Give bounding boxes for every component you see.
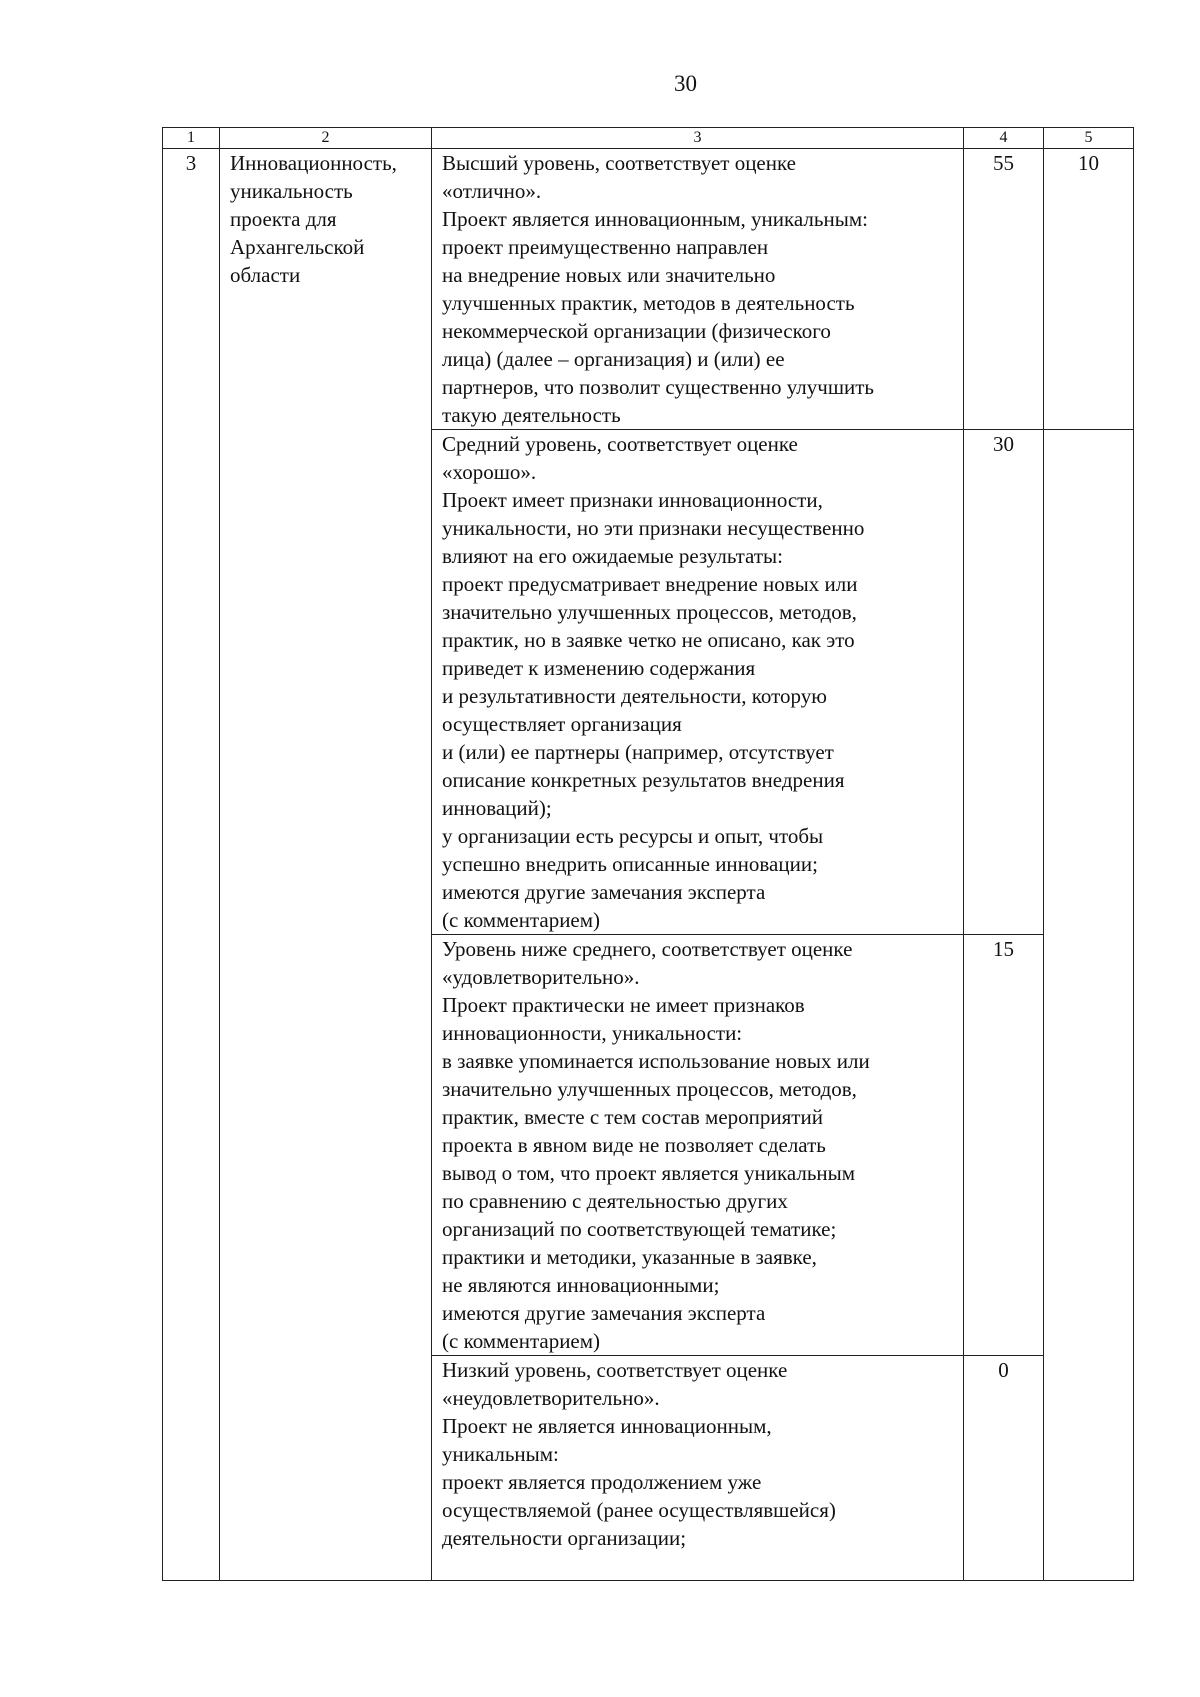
level-description — [432, 935, 964, 1356]
page-number: 30 — [674, 71, 697, 96]
row-number: 3 — [163, 149, 220, 1581]
weight-empty-cell — [1044, 430, 1134, 1581]
level-score: 15 — [964, 935, 1044, 1356]
description-line: практик, вместе с тем состав мероприятий — [442, 1105, 823, 1129]
description-line: влияют на его ожидаемые результаты: — [442, 544, 783, 568]
description-line: Проект не является инновационным, — [442, 1414, 772, 1438]
level-description — [432, 430, 964, 935]
description-line: Низкий уровень, соответствует оценке — [442, 1358, 788, 1382]
description-line: значительно улучшенных процессов, методов, — [442, 600, 857, 624]
column-number-3: 3 — [432, 128, 964, 149]
description-line: улучшенных практик, методов в деятельность — [442, 291, 855, 315]
description-line: у организации есть ресурсы и опыт, чтобы — [442, 824, 824, 848]
description-line: практик, но в заявке четко не описано, как это — [442, 628, 855, 652]
description-line: и результативности деятельности, которую — [442, 684, 827, 708]
description-line: деятельности организации; — [442, 1526, 687, 1550]
column-number-5: 5 — [1044, 128, 1134, 149]
description-line: не являются инновационными; — [442, 1273, 720, 1297]
description-line: некоммерческой организации (физического — [442, 319, 831, 343]
column-number-2: 2 — [220, 128, 432, 149]
description-line: Средний уровень, соответствует оценке — [442, 432, 798, 456]
description-line: описание конкретных результатов внедрения — [442, 768, 845, 792]
description-line: такую деятельность — [442, 403, 621, 427]
level-score: 55 — [964, 149, 1044, 430]
criterion-name — [220, 149, 432, 1581]
description-line: уникальности, но эти признаки несущественно — [442, 516, 865, 540]
description-line: по сравнению с деятельностью других — [442, 1189, 788, 1213]
level-score: 0 — [964, 1356, 1044, 1581]
description-line: вывод о том, что проект является уникальным — [442, 1161, 856, 1185]
criterion-line: Инновационность, — [230, 151, 397, 175]
description-line: «отлично». — [442, 179, 542, 203]
description-line: и (или) ее партнеры (например, отсутствует — [442, 740, 834, 764]
level-score: 30 — [964, 430, 1044, 935]
description-line: Проект является инновационным, уникальным: — [442, 207, 868, 231]
level-row-high — [163, 149, 1134, 430]
description-line: на внедрение новых или значительно — [442, 263, 776, 287]
criterion-weight: 10 — [1044, 149, 1134, 430]
description-line: значительно улучшенных процессов, методов, — [442, 1077, 857, 1101]
level-description — [432, 149, 964, 430]
column-number-4: 4 — [964, 128, 1044, 149]
description-line: (с комментарием) — [442, 1329, 601, 1353]
description-line: Высший уровень, соответствует оценке — [442, 151, 796, 175]
description-line: инноваций); — [442, 796, 552, 820]
description-line: осуществляет организация — [442, 712, 682, 736]
description-line: в заявке упоминается использование новых или — [442, 1049, 870, 1073]
description-line: партнеров, что позволит существенно улучшить — [442, 375, 874, 399]
description-line: имеются другие замечания эксперта — [442, 1301, 766, 1325]
description-line: (с комментарием) — [442, 908, 601, 932]
description-line: имеются другие замечания эксперта — [442, 880, 766, 904]
description-line: приведет к изменению содержания — [442, 656, 756, 680]
criteria-table — [162, 127, 1134, 1581]
description-line: проект предусматривает внедрение новых или — [442, 572, 858, 596]
description-line: «удовлетворительно». — [442, 965, 640, 989]
description-line: лица) (далее – организация) и (или) ее — [442, 347, 785, 371]
description-line: проекта в явном виде не позволяет сделать — [442, 1133, 826, 1157]
description-line: инновационности, уникальности: — [442, 1021, 743, 1045]
description-line: осуществляемой (ранее осуществлявшейся) — [442, 1498, 836, 1522]
description-line: практики и методики, указанные в заявке, — [442, 1245, 817, 1269]
description-line: «неудовлетворительно». — [442, 1386, 660, 1410]
description-line: проект является продолжением уже — [442, 1470, 762, 1494]
column-number-1: 1 — [163, 128, 220, 149]
column-number-row — [163, 128, 1134, 149]
level-description — [432, 1356, 964, 1581]
description-line: проект преимущественно направлен — [442, 235, 769, 259]
description-line: Проект практически не имеет признаков — [442, 993, 805, 1017]
description-line: успешно внедрить описанные инновации; — [442, 852, 818, 876]
criterion-line: Архангельской — [230, 235, 365, 259]
description-line: Проект имеет признаки инновационности, — [442, 488, 823, 512]
description-line: Уровень ниже среднего, соответствует оценке — [442, 937, 853, 961]
description-line: организаций по соответствующей тематике; — [442, 1217, 837, 1241]
criterion-line: области — [230, 263, 301, 287]
description-line: «хорошо». — [442, 460, 537, 484]
criterion-line: проекта для — [230, 207, 337, 231]
criterion-line: уникальность — [230, 179, 353, 203]
description-line: уникальным: — [442, 1442, 559, 1466]
